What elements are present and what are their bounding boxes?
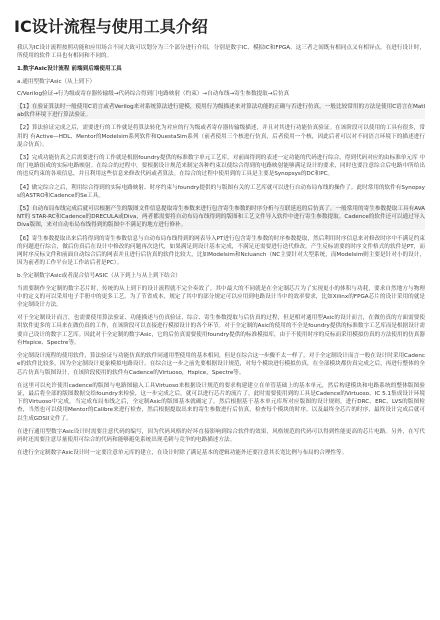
paragraph-intro: 我认为IC设计流程按照功能和应用场合不同大致可以划分为三个部分进行介绍，分别是数字IC、模拟IC和FPGA。这三者之间既有相同点又有相异点。在进行设计时，所使用的软件工具也有相同和不同的。 <box>17 45 425 60</box>
subheading-full-custom: b.全定制数字Asic或者混合信号ASIC（从下到上与从上到下结合） <box>17 273 181 280</box>
article-body <box>17 44 425 462</box>
paragraph-flow: C/Verilog验证→行为级或寄存器传输级→代码综合得到门电路映射（约束）→自动布线→寄生参数提取→后仿真 <box>17 90 290 97</box>
paragraph-step-1: 【1】在验证算法时一般使用C语言或者Verilog来对系统算法进行建模，使用行为级描述来对算法功能的正确与否进行仿真，一般比较常用的方法是使用C语言在Matlab软件环境下进行算法验证。 <box>17 104 425 119</box>
page-title: IC设计流程与使用工具介绍 <box>14 17 208 36</box>
bottom-fade <box>0 606 440 620</box>
paragraph-layout: 在这里可以允许使用cadence的版图与电路图输入工具Virtuoso来根据设计规范的要求构建建立在单管基础上的基本单元，然后构建模块和电路系统的整体版图验证，最后将全部的版图数据交给foundry来检验，这一步完成之后，就可以进行芯片的流片了。此时需要使用到的工具是Cadence的Virtuoso、IC 5.1集成设计环境下的Virtuoso中完成，当完成布局布线之后，全定制Asic的版图基本就确定了，然后根据基于基本单元库所对应版图的设计规则，进行DRC、ERC、LVS的版图检查，当然也可以使用Mentor的Calibre来进行检查，然后根据提取出来的寄生参数进行后仿真，检查每个模块的时序，以及最终全芯片的时序，最终设计完成后就可以生成GDSII文件了。 <box>17 382 425 422</box>
subheading-general-asic: a.通用型数字Asic（从上到下） <box>17 78 96 85</box>
paragraph-coding-style: 在进行通用型数字Asic设计时需要注意代码的编写，因为代码风格的好坏直接影响到综合软件的效果，风格规范的代码可以得到性能更高的芯片电路。另外，在写代码时还需要注意尽量使用可综合的代码和能够避免系统出现毛刺与竞争的电路描述方法。 <box>17 428 425 443</box>
paragraph-step-5: 【5】自动布局布线完成后就可以根据产生的版图文件信息提取寄生参数来进行包含寄生参数的时序分析与互联延迟的后仿真了。一般常用的寄生参数提取工具有AVANT的 STAR-RC和Cadence的DRECULA或Diva，两者都需要将自动布局布线得到的版图和工艺文件导入软件中进行寄生参数提取。Cadence的软件还可以通过导入Diva版图，来对自动布局布线得到的版图中不满足的地方进行修补。 <box>17 206 425 229</box>
paragraph-full-custom-tools: 全定制设计流程的使用软件，算法验证与功能仿真的软件同通用型使用的基本相同，但是在综合这一步骤不太一样了，对于全定制设计而言一般在设计时采用Cadence的软件比较多，因为全定制设计更象模拟电路设计。在综合这一步之前先要根据设计规范，对每个模块进行模拟仿真，在全部模块都仿真完成之后，再进行整体的全芯片仿真与版图设计，在该阶段使用的软件有Cadence的Virtuoso，Hspice，Spectre等。 <box>17 353 425 376</box>
paragraph-step-4: 【4】做完综合之后，利用综合得到的实际电路映射、时序约束与foundry提供的与版图有关的工艺库就可以进行自动布局布线的操作了。此时常用的软件有Synopsys的ASTRO和Cadence的Se工具。 <box>17 184 425 199</box>
paragraph-full-custom-verify: 对于全定制设计而言，也需要使用算法验证、功能描述与仿真验证、综合、寄生参数提取与后仿真的过程，但是相对通用型Asic的设计而言，在做仿真的方面需要使用软件更多的工具来在做仿真的工作，在该阶段可以直接进行模拟设计的各个环节。对于全定制的Asic的使用的不全是foundry提供的标准数字工艺库而是根据设计需要自己设计的数字工艺库。因此对于全定制的数字Asic，它的后仿真需要使用foundry提供的标准模拟库，由于不使用时序的反标而采用模拟仿真的方法使用的仿真器有Hspice、Spectre等。 <box>17 315 425 346</box>
paragraph-cell-library: 在进行全定制数字Asic设计时一定要注意单元库的建立，在设计时除了满足基本的逻辑功能外还要注意其长宽比例与布局的合理性等。 <box>17 450 348 457</box>
paragraph-step-2: 【2】算法验证完成之后，需要进行的工作就是将算法转化为对应的行为级或者寄存器传输级描述，并且对其进行功能仿真验证。在该阶段可以使用的工具有很多，常用的 有Active—HDL、Mentor的Modelsim系列软件和QuestaSim系列（前者使用三个核进行仿真，后者使用一个核，因此后者可以对不同语言环境下的描述进行混合仿真）。 <box>17 125 425 148</box>
paragraph-step-3: 【3】完成功能仿真之后需要进行的工作就是根据foundry提供的标准数字单元工艺库，对前面得到的表述一定功能的代码进行综合，得到代码对应的由标准单元库 中的门电路组成的实际电路映射。在综合的过程中，要根据设计规范来制定各种约束以使综合得到的电路映射能够满足设计的要求，同时也要注意综合后电路中所给出 的违反约束的各项信息，并且利用这些信息来修改代码或者算法。在综合的过程中使用到的工具是主要是Synopsys的DC和PC。 <box>17 155 425 178</box>
paragraph-step-6: 【6】寄生参数提取出来后将得到的寄生参数信息与自动布局布线得到的网表导入PT进行包含寄生参数的时序参数提取，然后利用时序信息来对修改时序中不满足约束的问题进行综合，做后仿真后在设计中修改的问题再次迭代，如果满足到设计基本完成，不满足还需要进行迭代修改。产生反标需要的时序文件格式的软件是PT，而网时序反标文件和前面自动综合后的网表并且进行后仿真的软件比较大，比如Modelsim和Ncluanch（NC主要针对大型系统，而Modelsim则主要是针对小的设计，因为前者的工作平台是工作站后者是PC）。 <box>17 235 425 267</box>
section-heading-digital-asic: 1.数字Asic设计流程 前端到后端使用工具 <box>17 66 122 73</box>
paragraph-full-custom-intro: 当需要制作全定制的数字芯片时，传统的从上到下的设计流程就不完全奏效了。其中最大的不同就是在全定制芯片为了实现更小的体积与功耗，要求自然地方与物理中的定义的可以采用电子手册中的更多工艺，为了节省成本，规定了其中的部分规定可以应用到电路设计当中的效率要求，比如Xilinx的FPGA芯片的设计采用的就是全定制设计方法。 <box>17 285 425 309</box>
